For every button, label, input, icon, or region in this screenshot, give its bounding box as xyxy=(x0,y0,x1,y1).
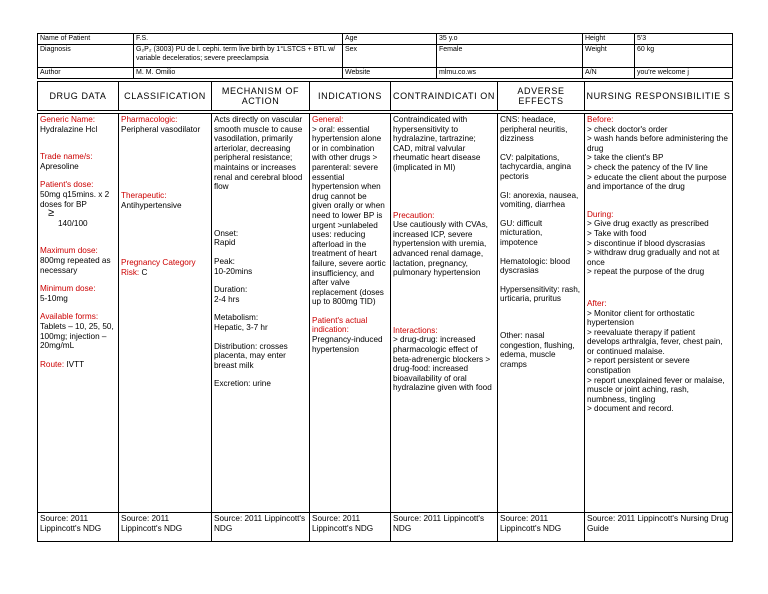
contraindication-cell xyxy=(391,114,498,513)
source-indications: Source: 2011 Lippincott's NDG xyxy=(310,513,391,542)
column-header-contraindication: CONTRAINDICATI ON xyxy=(391,82,498,111)
metabolism-value: Hepatic, 3-7 hr xyxy=(214,322,268,332)
minimum-dose-label: Minimum dose: xyxy=(40,284,96,294)
source-mechanism: Source: 2011 Lippincott's NDG xyxy=(212,513,310,542)
during-item: > withdraw drug gradually and not at once xyxy=(587,248,720,267)
peak-value: 10-20mins xyxy=(214,266,253,276)
pregnancy-category-value: C xyxy=(141,267,148,277)
actual-indication-label: Patient's actual indication: xyxy=(312,315,368,335)
pharmacologic-label: Pharmacologic: xyxy=(121,115,178,124)
adverse-other: Other: nasal congestion, flushing, edema, muscle cramps xyxy=(500,330,575,369)
source-contraindication: Source: 2011 Lippincott's NDG xyxy=(391,513,498,542)
patient-row xyxy=(38,34,733,45)
distribution-text: Distribution: crosses placenta, may enter breast milk xyxy=(214,341,288,370)
after-label: After: xyxy=(587,298,607,308)
general-indication-value: > oral: essential hypertension alone or in combination with other drugs > parenteral: severe essential hypertension when drug cannot be given orally or when need to lower BP is urgent >unlabeled uses: reducing afterload in the treatment of heart failure, severe aortic insufficiency, and after valve replacement (doses up to 800mg TID) xyxy=(312,124,386,307)
source-classification: Source: 2011 Lippincott's NDG xyxy=(119,513,212,542)
column-header-table xyxy=(37,81,733,111)
source-adverse-effects: Source: 2011 Lippincott's NDG xyxy=(498,513,585,542)
column-header-mechanism: MECHANISM OF ACTION xyxy=(212,82,310,111)
age-value: 35 y.o xyxy=(437,34,583,45)
column-header-nursing: NURSING RESPONSIBILITIE S xyxy=(585,82,733,111)
sex-value: Female xyxy=(437,45,583,68)
column-header-adverse-effects: ADVERSE EFFECTS xyxy=(498,82,585,111)
minimum-dose-value: 5-10mg xyxy=(40,293,68,303)
name-value: F.S. xyxy=(134,34,343,45)
generic-name-label: Generic Name: xyxy=(40,115,96,124)
before-item: > take the client's BP xyxy=(587,153,664,163)
pharmacologic-value: Peripheral vasodilator xyxy=(121,124,201,134)
diagnosis-row xyxy=(38,45,733,68)
general-indication-label: General: xyxy=(312,115,344,124)
during-item: > discontinue if blood dyscrasias xyxy=(587,238,706,248)
after-item: > document and record. xyxy=(587,404,674,414)
maximum-dose-label: Maximum dose: xyxy=(40,246,98,256)
column-header-classification: CLASSIFICATION xyxy=(119,82,212,111)
actual-indication-value: Pregnancy-induced hypertension xyxy=(312,335,383,354)
website-value: mlmu.co.ws xyxy=(437,68,583,79)
adverse-cv: CV: palpitations, tachycardia, angina pectoris xyxy=(500,152,572,181)
precaution-value: Use cautiously with CVAs, increased ICP, severe hypertension with uremia, advanced renal damage, lactation, pregnancy, pulmonary hypertension xyxy=(393,220,488,278)
after-item: > report unexplained fever or malaise, muscle or joint aching, rash, numbness, tingling xyxy=(587,375,725,404)
source-row xyxy=(38,513,733,542)
before-item: > check the patency of the IV line xyxy=(587,162,708,172)
greater-equal-symbol: ≥ xyxy=(48,207,55,220)
indications-cell xyxy=(310,114,391,513)
generic-name-value: Hydralazine Hcl xyxy=(40,124,98,134)
drug-data-cell xyxy=(38,114,119,513)
before-item: > educate the client about the purpose and importance of the drug xyxy=(587,172,727,192)
contraindication-text: Contraindicated with hypersensitivity to hydralazine, tartrazine; CAD, mitral valvular rheumatic heart disease (implicated in MI) xyxy=(393,115,481,172)
trade-name-label: Trade name/s: xyxy=(40,152,93,162)
source-nursing: Source: 2011 Lippincott's Nursing Drug Guide xyxy=(585,513,733,542)
height-label: Height xyxy=(583,34,635,45)
source-drug-data: Source: 2011 Lippincott's NDG xyxy=(38,513,119,542)
before-label: Before: xyxy=(587,115,614,124)
duration-label: Duration: xyxy=(214,285,248,295)
during-label: During: xyxy=(587,209,614,219)
duration-value: 2-4 hrs xyxy=(214,294,240,304)
mechanism-cell xyxy=(212,114,310,513)
adverse-hematologic: Hematologic: blood dyscrasias xyxy=(500,256,571,276)
pregnancy-category-label: Pregnancy Category Risk: xyxy=(121,258,196,277)
during-item: > repeat the purpose of the drug xyxy=(587,267,705,277)
adverse-effects-cell xyxy=(498,114,585,513)
drug-study-table xyxy=(37,113,733,542)
interactions-value: > drug-drug: increased pharmacologic effect of beta-adrenergic blockers > drug-food: increased bioavailability of oral hydralazine given with food xyxy=(393,335,492,393)
route-label: Route: xyxy=(40,359,65,369)
onset-label: Onset: xyxy=(214,228,239,238)
diagnosis-value: G₂P₂ (3003) PU de l. cephi. term live birth by 1°LSTCS + BTL w/ variable deceleratios; severe preeclampsia xyxy=(134,45,343,68)
available-forms-label: Available forms: xyxy=(40,312,99,322)
classification-cell xyxy=(119,114,212,513)
adverse-cns: CNS: headace, peripheral neuritis, dizziness xyxy=(500,115,568,144)
weight-label: Weight xyxy=(583,45,635,68)
age-label: Age xyxy=(343,34,437,45)
therapeutic-label: Therapeutic: xyxy=(121,191,167,201)
mechanism-text: Acts directly on vascular smooth muscle to cause vasodilation, primarily arteriolar, decreasing peripheral resistance; maintains or increases renal and cerebral blood flow xyxy=(214,115,303,192)
patient-dose-value: 50mg q15mins. x 2 doses for BP xyxy=(40,189,110,209)
route-value: IVTT xyxy=(66,359,85,369)
metabolism-label: Metabolism: xyxy=(214,313,259,323)
peak-label: Peak: xyxy=(214,256,235,266)
adverse-hypersensitivity: Hypersensitivity: rash, urticaria, pruritus xyxy=(500,284,581,304)
precaution-label: Precaution: xyxy=(393,210,435,220)
interactions-label: Interactions: xyxy=(393,325,438,335)
author-label: Author xyxy=(38,68,134,79)
available-forms-value: Tablets – 10, 25, 50, 100mg; injection – 20mg/mL xyxy=(40,321,114,351)
column-header-indications: INDICATIONS xyxy=(310,82,391,111)
after-item: > Monitor client for orthostatic hypertension xyxy=(587,308,695,328)
author-row xyxy=(38,68,733,79)
patient-dose-label: Patient's dose: xyxy=(40,180,94,190)
sex-label: Sex xyxy=(343,45,437,68)
diagnosis-label: Diagnosis xyxy=(38,45,134,68)
website-label: Website xyxy=(343,68,437,79)
trade-name-value: Apresoline xyxy=(40,161,79,171)
bp-threshold: 140/100 xyxy=(58,218,88,228)
after-item: > reevaluate therapy if patient develops arthralgia, fever, chest pain, or continued malaise. xyxy=(587,327,723,356)
column-header-row xyxy=(38,82,733,111)
excretion-text: Excretion: urine xyxy=(214,379,271,389)
content-row xyxy=(38,114,733,513)
before-item: > check doctor's order xyxy=(587,124,668,134)
after-item: > report persistent or severe constipation xyxy=(587,356,690,376)
an-value: you're welcome j xyxy=(635,68,733,79)
during-item: > Give drug exactly as prescribed xyxy=(587,219,709,229)
author-value: M. M. Omilio xyxy=(134,68,343,79)
before-item: > wash hands before administering the drug xyxy=(587,134,728,153)
height-value: 5'3 xyxy=(635,34,733,45)
therapeutic-value: Antihypertensive xyxy=(121,200,182,210)
nursing-cell xyxy=(585,114,733,513)
during-item: > Take with food xyxy=(587,228,647,238)
an-label: A/N xyxy=(583,68,635,79)
adverse-gu: GU: difficult micturation, impotence xyxy=(500,218,543,247)
name-label: Name of Patient xyxy=(38,34,134,45)
adverse-gi: GI: anorexia, nausea, vomiting, diarrhea xyxy=(500,190,579,210)
column-header-drug-data: DRUG DATA xyxy=(38,82,119,111)
maximum-dose-value: 800mg repeated as necessary xyxy=(40,255,111,275)
onset-value: Rapid xyxy=(214,238,236,248)
patient-info-table xyxy=(37,33,733,79)
weight-value: 60 kg xyxy=(635,45,733,68)
